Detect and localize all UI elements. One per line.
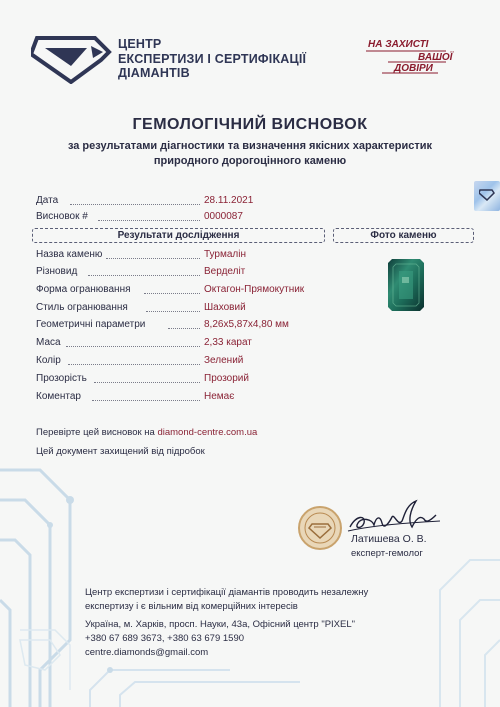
- subtitle-line-1: за результатами діагностики та визначення якісних характеристик: [67, 140, 433, 152]
- result-label: Форма огранювання: [36, 284, 131, 295]
- leader-dots: [144, 293, 200, 294]
- signature-handwritten: [346, 497, 442, 537]
- leader-dots: [88, 275, 200, 276]
- result-value: Шаховий: [204, 302, 246, 313]
- brand-name: [118, 37, 306, 81]
- result-label: Маса: [36, 337, 61, 348]
- footer-phones: +380 67 689 3673, +380 63 679 1590: [85, 633, 245, 644]
- document-subtitle: [40, 139, 460, 169]
- brand-line-3: ДІАМАНТІВ: [118, 66, 190, 80]
- footer-address: Україна, м. Харків, просп. Науки, 43а, Офісний центр "PIXEL": [85, 619, 356, 630]
- hologram-logo-icon: [479, 189, 495, 201]
- document-title: ГЕМОЛОГІЧНИЙ ВИСНОВОК: [132, 116, 368, 133]
- leader-dots: [106, 258, 200, 259]
- leader-dots: [66, 346, 200, 347]
- result-label: Різновид: [36, 266, 78, 277]
- leader-dots: [68, 364, 200, 365]
- photo-section-header: Фото каменю: [333, 228, 474, 243]
- number-value: 0000087: [204, 211, 243, 222]
- date-label: Дата: [36, 195, 59, 206]
- result-label: Колір: [36, 355, 61, 366]
- result-value: Верделіт: [204, 266, 246, 277]
- result-value: 8,26х5,87х4,80 мм: [204, 319, 289, 330]
- verify-line: [36, 427, 257, 438]
- subtitle-line-2: природного дорогоцінного каменю: [153, 155, 347, 167]
- result-label: Прозорість: [36, 373, 87, 384]
- result-value: Прозорий: [204, 373, 249, 384]
- leader-dots: [94, 382, 200, 383]
- expert-role: експерт-гемолог: [351, 548, 423, 559]
- date-leader-dots: [70, 204, 200, 205]
- result-value: 2,33 карат: [204, 337, 252, 348]
- brand-line-2: ЕКСПЕРТИЗИ І СЕРТИФІКАЦІЇ: [118, 51, 307, 66]
- leader-dots: [168, 328, 200, 329]
- slogan-mark: [366, 37, 453, 77]
- results-section-header: Результати дослідження: [32, 228, 325, 243]
- result-label: Коментар: [36, 391, 81, 402]
- result-label: Назва каменю: [36, 249, 103, 260]
- footer-line-1: Центр експертизи і сертифікації діамантів проводить незалежну: [85, 587, 369, 598]
- result-label: Стиль огранювання: [36, 302, 128, 313]
- gemstone-photo: [388, 259, 424, 311]
- expert-name: Латишева О. В.: [351, 533, 427, 545]
- result-value: Турмалін: [204, 249, 247, 260]
- result-value: Немає: [204, 391, 235, 402]
- leader-dots: [146, 311, 200, 312]
- slogan-line-3: ДОВІРИ: [394, 63, 433, 74]
- footer-line-2: експертизу і є вільним від комерційних інтересів: [85, 601, 298, 612]
- leader-dots: [92, 400, 200, 401]
- hologram-sticker: [474, 181, 500, 211]
- slogan-line-2: ВАШОЇ: [418, 52, 453, 63]
- result-value: Зелений: [204, 355, 244, 366]
- number-leader-dots: [98, 220, 200, 221]
- protection-notice: Цей документ захищений від підробок: [36, 446, 205, 457]
- verify-text: Перевірте цей висновок на: [36, 427, 158, 438]
- result-value: Октагон-Прямокутник: [204, 284, 305, 295]
- slogan-line-1: НА ЗАХИСТІ: [368, 39, 429, 50]
- number-label: Висновок #: [36, 211, 88, 222]
- brand-line-1: ЦЕНТР: [118, 37, 162, 51]
- result-label: Геометричні параметри: [36, 319, 146, 330]
- footer-email: centre.diamonds@gmail.com: [85, 647, 209, 658]
- date-value: 28.11.2021: [204, 195, 254, 206]
- diamond-logo-icon: [31, 36, 113, 84]
- verify-website-link[interactable]: diamond-centre.com.ua: [157, 427, 258, 438]
- company-seal-icon: [297, 505, 343, 551]
